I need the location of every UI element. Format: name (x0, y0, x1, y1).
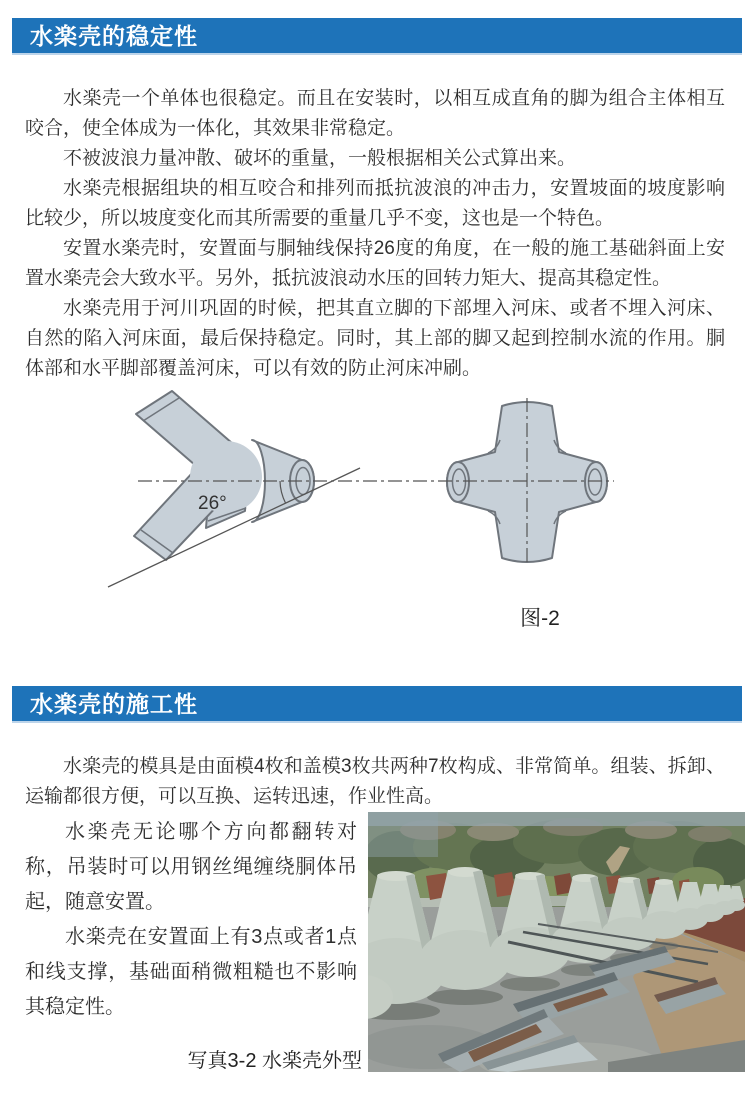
paragraph: 水楽壳无论哪个方向都翻转对称，吊装时可以用钢丝绳缠绕胴体吊起，随意安置。 (25, 821, 357, 913)
photo-caption: 写真3-2 水楽壳外型 (187, 1050, 362, 1072)
tetrapod-side-view (134, 391, 314, 560)
tetrapod-yard-photo (368, 812, 745, 1072)
paragraph: 安置水楽壳时，安置面与胴轴线保持26度的角度，在一般的施工基础斜面上安置水楽壳会大致水平。另外，抵抗波浪动水压的回转力矩大、提高其稳定性。 (25, 238, 725, 289)
paragraph: 不被波浪力量冲散、破坏的重量，一般根据相关公式算出来。 (63, 148, 577, 169)
paragraph: 水楽壳的模具是由面模4枚和盖模3枚共两种7枚构成、非常简单。组装、拆卸、运输都很方便，可以互换、运转迅速，作业性高。 (25, 756, 725, 807)
section-title-stability: 水楽壳的稳定性 (12, 18, 742, 55)
section-title-constructability: 水楽壳的施工性 (12, 686, 742, 723)
figure-caption: 图-2 (520, 607, 560, 630)
photo-haze-overlay (368, 812, 745, 1072)
angle-label: 26° (198, 493, 227, 514)
paragraph: 水楽壳在安置面上有3点或者1点和线支撑，基础面稍微粗糙也不影响其稳定性。 (25, 926, 357, 1018)
constructability-text-block (25, 752, 725, 812)
paragraph: 水楽壳一个单体也很稳定。而且在安装时，以相互成直角的脚为组合主体相互咬合，使全体成为一体化，其效果非常稳定。 (25, 88, 725, 139)
paragraph: 水楽壳用于河川巩固的时候，把其直立脚的下部埋入河床、或者不埋入河床、自然的陷入河床面，最后保持稳定。同时，其上部的脚又起到控制水流的作用。胴体部和水平脚部覆盖河床，可以有效的防止河床冲刷。 (25, 298, 725, 379)
constructability-column-text (25, 815, 357, 1025)
paragraph: 水楽壳根据组块的相互咬合和排列而抵抗波浪的冲击力，安置坡面的坡度影响比较少，所以坡度变化而其所需要的重量几乎不变，这也是一个特色。 (25, 178, 725, 229)
stability-text-block (25, 84, 725, 384)
figure-2-technical-drawing (0, 380, 750, 610)
